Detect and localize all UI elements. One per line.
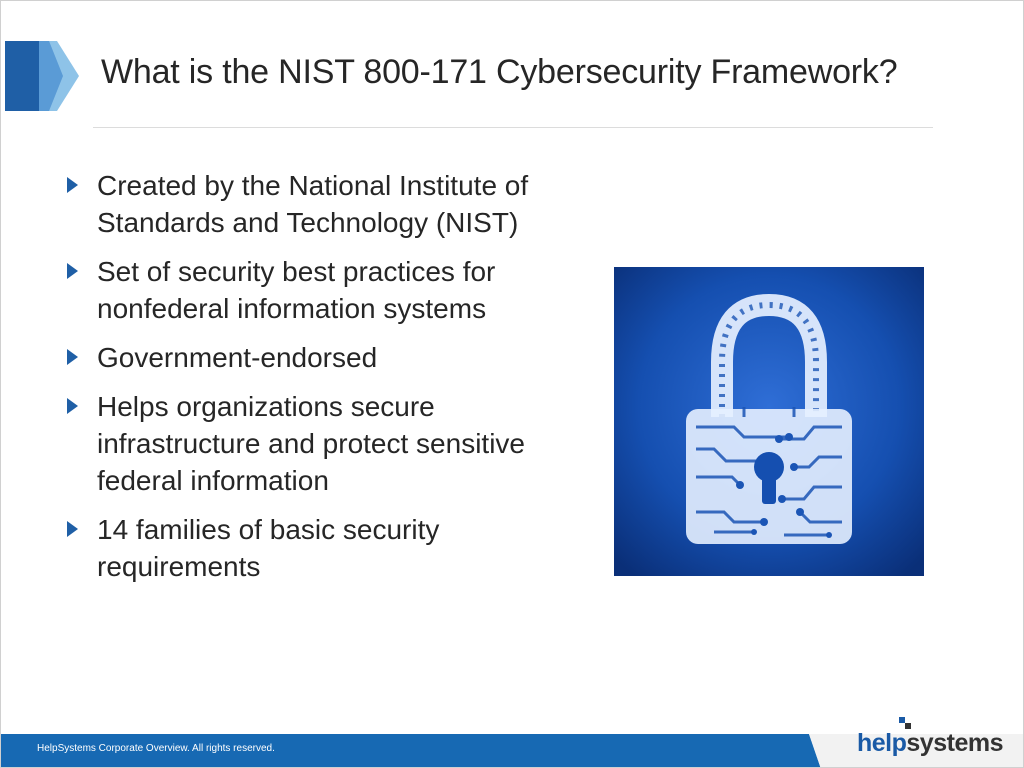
circuit-padlock-icon [614,267,924,576]
bullet-arrow-icon [67,349,78,365]
bullet-list [63,167,563,597]
bullet-arrow-icon [67,521,78,537]
logo-word-help: help [857,729,907,757]
logo-wordmark [857,729,1003,758]
bullet-arrow-icon [67,398,78,414]
footer-copyright: HelpSystems Corporate Overview. All rights reserved. [37,743,275,754]
bullet-text: Created by the National Institute of Standards and Technology (NIST) [97,170,529,238]
bullet-item [63,253,563,327]
title-divider [93,127,933,128]
bullet-arrow-icon [67,177,78,193]
bullet-item [63,511,563,585]
title-accent-tab [5,41,79,111]
bullet-text: Government-endorsed [97,342,378,373]
bullet-text: Helps organizations secure infrastructure and protect sensitive federal information [97,391,525,496]
slide-title: What is the NIST 800-171 Cybersecurity Framework? [101,53,898,91]
logo-word-systems: systems [906,729,1003,757]
bullet-text: Set of security best practices for nonfederal information systems [97,256,496,324]
helpsystems-logo [857,713,1003,763]
bullet-text: 14 families of basic security requirements [97,514,440,582]
bullet-item [63,339,563,376]
bullet-item [63,167,563,241]
bullet-arrow-icon [67,263,78,279]
bullet-item [63,388,563,499]
